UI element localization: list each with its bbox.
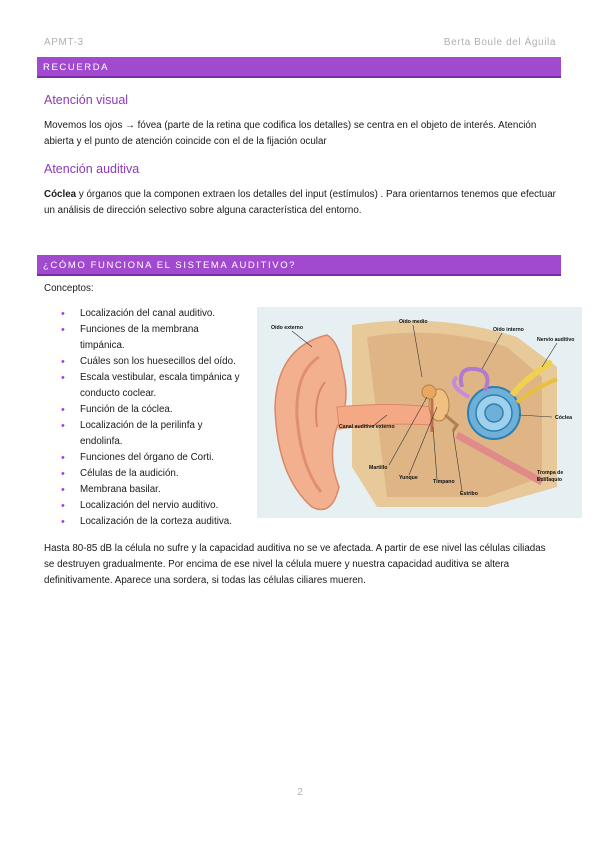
bullet-icon: • (61, 484, 65, 496)
label-oido-externo: Oído externo (271, 325, 303, 331)
label-oido-interno: Oído interno (493, 327, 524, 333)
page-number: 2 (297, 787, 303, 798)
heading-atencion-auditiva: Atención auditiva (44, 162, 140, 176)
list-item (60, 306, 245, 322)
heading-atencion-visual: Atención visual (44, 93, 129, 107)
bullet-icon: • (61, 372, 65, 384)
list-item (60, 482, 245, 498)
list-item-text: Funciones de la membrana timpánica. (80, 324, 199, 351)
list-item-text: Localización del nervio auditivo. (80, 500, 219, 511)
bullet-icon: • (61, 500, 65, 512)
list-item-text: Cuáles son los huesecillos del oído. (80, 356, 236, 367)
label-oido-medio: Oído medio (399, 319, 428, 325)
paragraph-closing: Hasta 80-85 dB la célula no sufre y la capacidad auditiva no se ve afectada. A partir de ese nivel las células ciliadas se destruyen gradualmente. Por encima de ese nivel la célula muere y nuestra capacidad auditiva se altera definitivamente. Aparece una sordera, si todas las células ciliares mueren. (44, 543, 546, 586)
bullet-icon: • (61, 308, 65, 320)
list-item (60, 450, 245, 466)
label-martillo: Martillo (369, 465, 388, 471)
bullet-icon: • (61, 404, 65, 416)
list-item (60, 418, 245, 450)
list-item-text: Localización del canal auditivo. (80, 308, 216, 319)
bullet-icon: • (61, 468, 65, 480)
list-item-text: Células de la audición. (80, 468, 179, 479)
label-coclea: Cóclea (555, 415, 573, 421)
bullet-icon: • (61, 324, 65, 336)
paragraph-auditiva-text: y órganos que la componen extraen los detalles del input (estímulos) . Para orientarnos tenemos que efectuar un análisis de dirección selectivo sobre alguna característica del entorno. (44, 189, 556, 216)
label-nervio-auditivo: Nervio auditivo (537, 337, 575, 343)
list-item (60, 466, 245, 482)
ear-diagram (257, 307, 582, 518)
list-item (60, 514, 245, 530)
list-item-text: Escala vestibular, escala timpánica y conducto coclear. (80, 372, 240, 399)
label-yunque: Yunque (399, 475, 418, 481)
label-trompa-2: Eustaquio (537, 477, 563, 483)
list-item (60, 370, 245, 402)
list-item (60, 498, 245, 514)
label-estribo: Estribo (460, 491, 478, 497)
list-item-text: Función de la cóclea. (80, 404, 173, 415)
header-right: Berta Boule del Águila (443, 37, 556, 48)
bullet-icon: • (61, 452, 65, 464)
list-item (60, 402, 245, 418)
list-item-text: Funciones del órgano de Corti. (80, 452, 214, 463)
bullet-icon: • (61, 420, 65, 432)
paragraph-atencion-auditiva (44, 187, 558, 219)
list-item (60, 322, 245, 354)
ear-anatomy-illustration (257, 307, 582, 518)
list-item-text: Localización de la perilinfa y endolinfa. (80, 420, 203, 447)
concept-list (60, 306, 245, 530)
bullet-icon: • (61, 516, 65, 528)
list-item-text: Membrana basilar. (80, 484, 161, 495)
section-band-recuerda: RECUERDA (37, 57, 561, 78)
list-item (60, 354, 245, 370)
label-trompa-1: Trompa de (537, 470, 564, 476)
section-band-sistema-auditivo: ¿CÓMO FUNCIONA EL SISTEMA AUDITIVO? (37, 255, 561, 276)
paragraph-atencion-visual: Movemos los ojos → fóvea (parte de la retina que codifica los detalles) se centra en el objeto de interés. Atención abierta y el punto de atención coincide con el de la fijación ocular (44, 120, 537, 147)
term-coclea: Cóclea (44, 189, 77, 200)
list-item-text: Localización de la corteza auditiva. (80, 516, 232, 527)
conceptos-label: Conceptos: (44, 283, 94, 294)
bullet-icon: • (61, 356, 65, 368)
header-left: APMT-3 (44, 37, 84, 48)
label-canal-auditivo: Canal auditivo externo (339, 424, 395, 430)
label-timpano: Tímpano (433, 479, 455, 485)
